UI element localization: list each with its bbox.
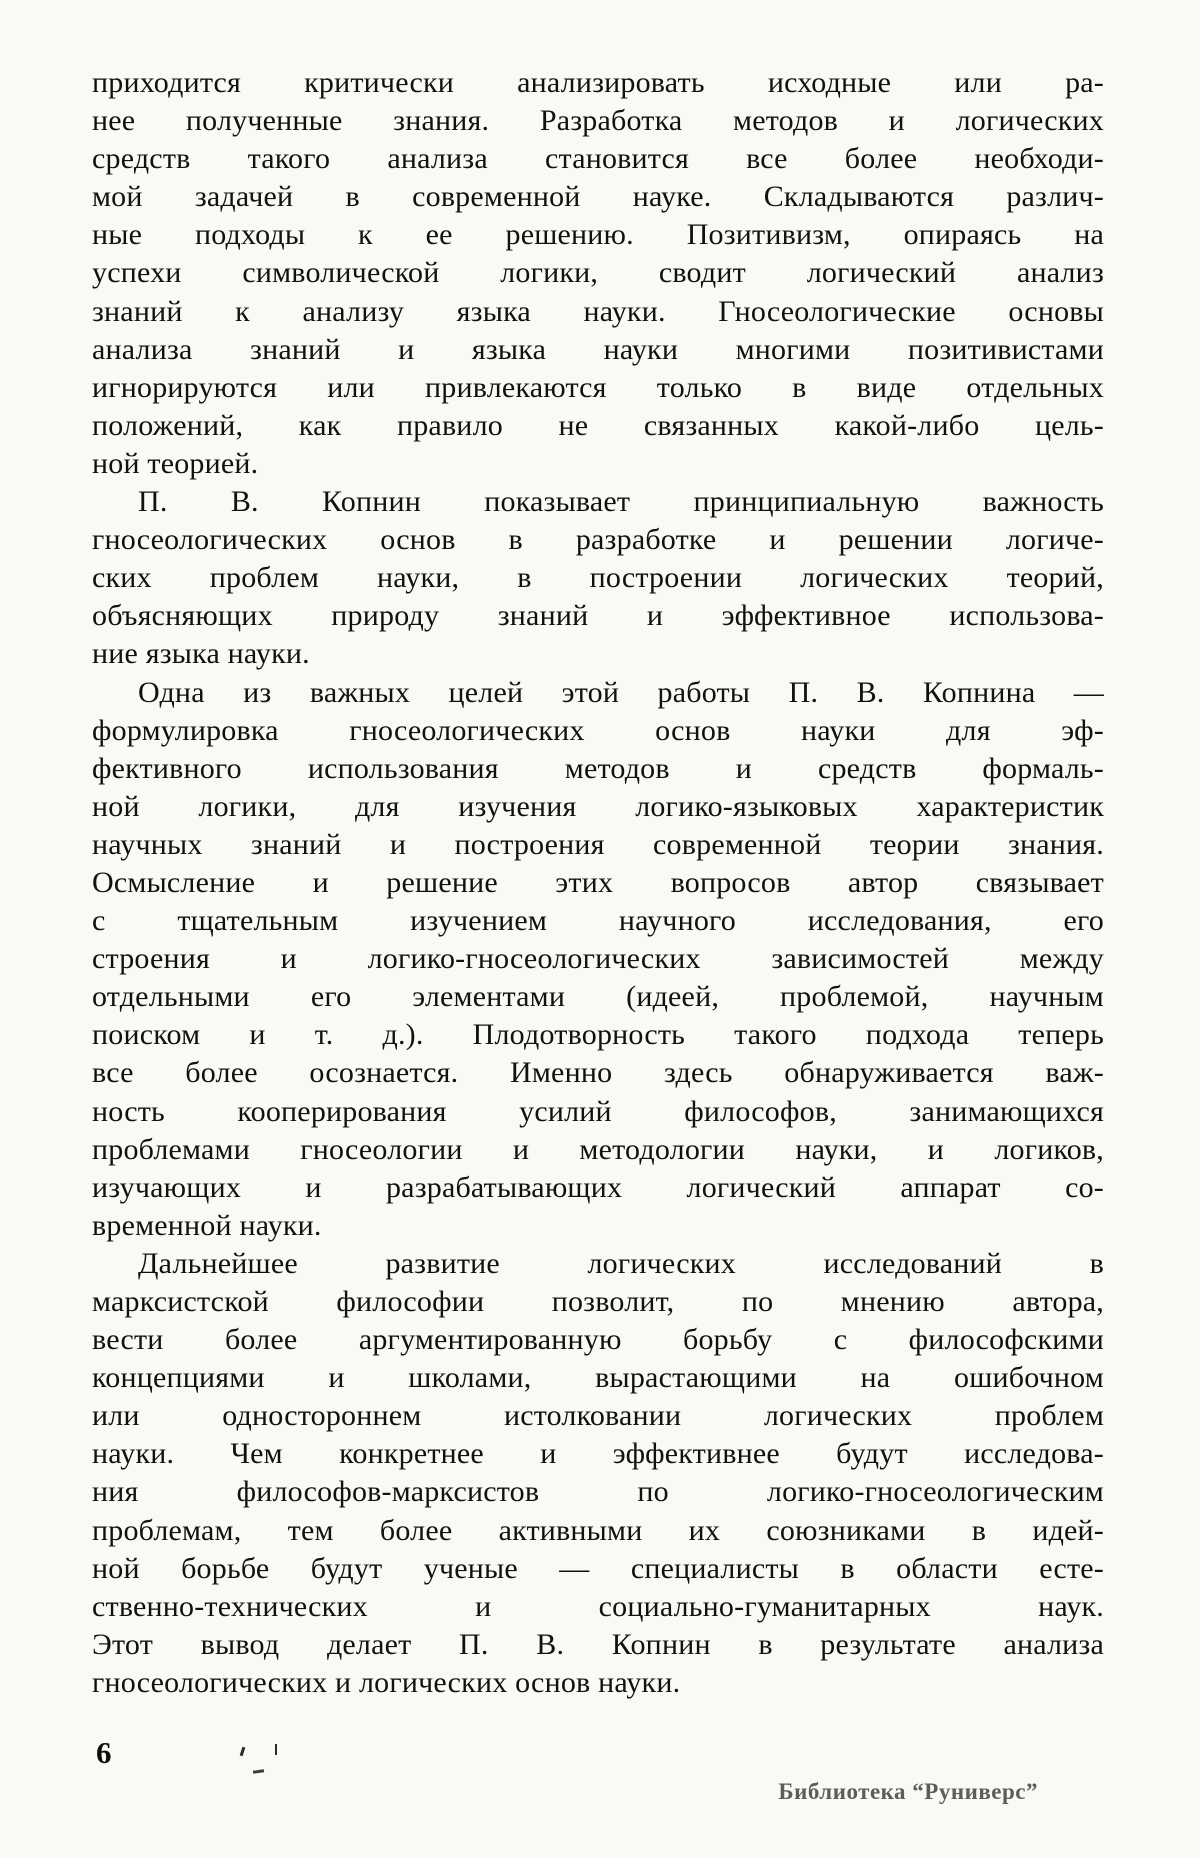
text-line: формулировка гносеологических основ науки для эф- [92, 713, 1104, 747]
text-line: фективного использования методов и средств формаль- [92, 751, 1104, 785]
text-line: Осмысление и решение этих вопросов автор связывает [92, 865, 1104, 899]
scan-artifact [275, 1744, 277, 1755]
text-line: ной логики, для изучения логико-языковых характеристик [92, 789, 1104, 823]
text-line: концепциями и школами, вырастающими на ошибочном [92, 1361, 1104, 1395]
text-line: вести более аргументированную борьбу с философскими [92, 1323, 1104, 1357]
text-line: Одна из важных целей этой работы П. В. Копнина — [138, 675, 1104, 709]
page-number: 6 [96, 1735, 112, 1770]
text-line: изучающих и разрабатывающих логический аппарат со- [92, 1170, 1104, 1204]
text-line: анализа знаний и языка науки многими позитивистами [92, 332, 1104, 366]
text-line: марксистской философии позволит, по мнению автора, [92, 1285, 1104, 1318]
text-line: ные подходы к ее решению. Позитивизм, опираясь на [92, 218, 1104, 252]
text-line: гносеологических основ в разработке и решении логиче- [92, 523, 1104, 557]
text-line: отдельными его элементами (идеей, проблемой, научным [92, 980, 1104, 1014]
text-line: или одностороннем истолковании логических проблем [92, 1399, 1104, 1433]
paragraph [92, 674, 1104, 1245]
text-line: ния философов-марксистов по логико-гносеологическим [92, 1475, 1104, 1509]
text-line: успехи символической логики, сводит логический анализ [92, 256, 1104, 290]
text-line: мой задачей в современной науке. Складываются различ- [92, 180, 1104, 214]
text-line: проблемам, тем более активными их союзниками в идей- [92, 1513, 1104, 1547]
text-line: объясняющих природу знаний и эффективное использова- [92, 599, 1104, 633]
body-text [92, 64, 1104, 1702]
text-line: ность кооперирования усилий философов, занимающихся [92, 1094, 1104, 1128]
text-line: строения и логико-гносеологических зависимостей между [92, 942, 1104, 976]
text-line: ственно-технических и социально-гуманитарных наук. [92, 1589, 1104, 1623]
paragraph [92, 1245, 1104, 1702]
text-line: ной борьбе будут ученые — специалисты в области есте- [92, 1551, 1104, 1585]
text-line: положений, как правило не связанных какой-либо цель- [92, 408, 1104, 442]
text-line: нее полученные знания. Разработка методов и логических [92, 104, 1104, 138]
text-line: приходится критически анализировать исходные или ра- [92, 66, 1104, 99]
text-line: науки. Чем конкретнее и эффективнее будут исследова- [92, 1437, 1104, 1471]
text-line: ной теорией. [92, 446, 259, 480]
text-line: ских проблем науки, в построении логических теорий, [92, 561, 1104, 595]
text-line: проблемами гносеологии и методологии науки, и логиков, [92, 1132, 1104, 1166]
scan-artifact [240, 1747, 246, 1756]
text-line: игнорируются или привлекаются только в виде отдельных [92, 370, 1104, 404]
scan-artifact [253, 1769, 264, 1774]
text-line: научных знаний и построения современной теории знания. [92, 827, 1104, 861]
text-line: средств такого анализа становится все более необходи- [92, 142, 1104, 176]
paragraph [92, 64, 1104, 483]
paragraph [92, 483, 1104, 673]
text-line: Этот вывод делает П. В. Копнин в результате анализа [92, 1627, 1104, 1661]
text-line: знаний к анализу языка науки. Гносеологические основы [92, 294, 1104, 328]
text-line: временной науки. [92, 1208, 322, 1242]
text-line: Дальнейшее развитие логических исследований в [138, 1246, 1104, 1280]
text-line: все более осознается. Именно здесь обнаруживается важ- [92, 1056, 1104, 1090]
text-line: гносеологических и логических основ науки. [92, 1665, 681, 1699]
text-line: поиском и т. д.). Плодотворность такого подхода теперь [92, 1018, 1104, 1052]
text-line: П. В. Копнин показывает принципиальную важность [138, 485, 1104, 519]
library-watermark: Библиотека “Руниверс” [778, 1779, 1038, 1804]
text-line: с тщательным изучением научного исследования, его [92, 904, 1104, 938]
text-line: ние языка науки. [92, 637, 310, 671]
